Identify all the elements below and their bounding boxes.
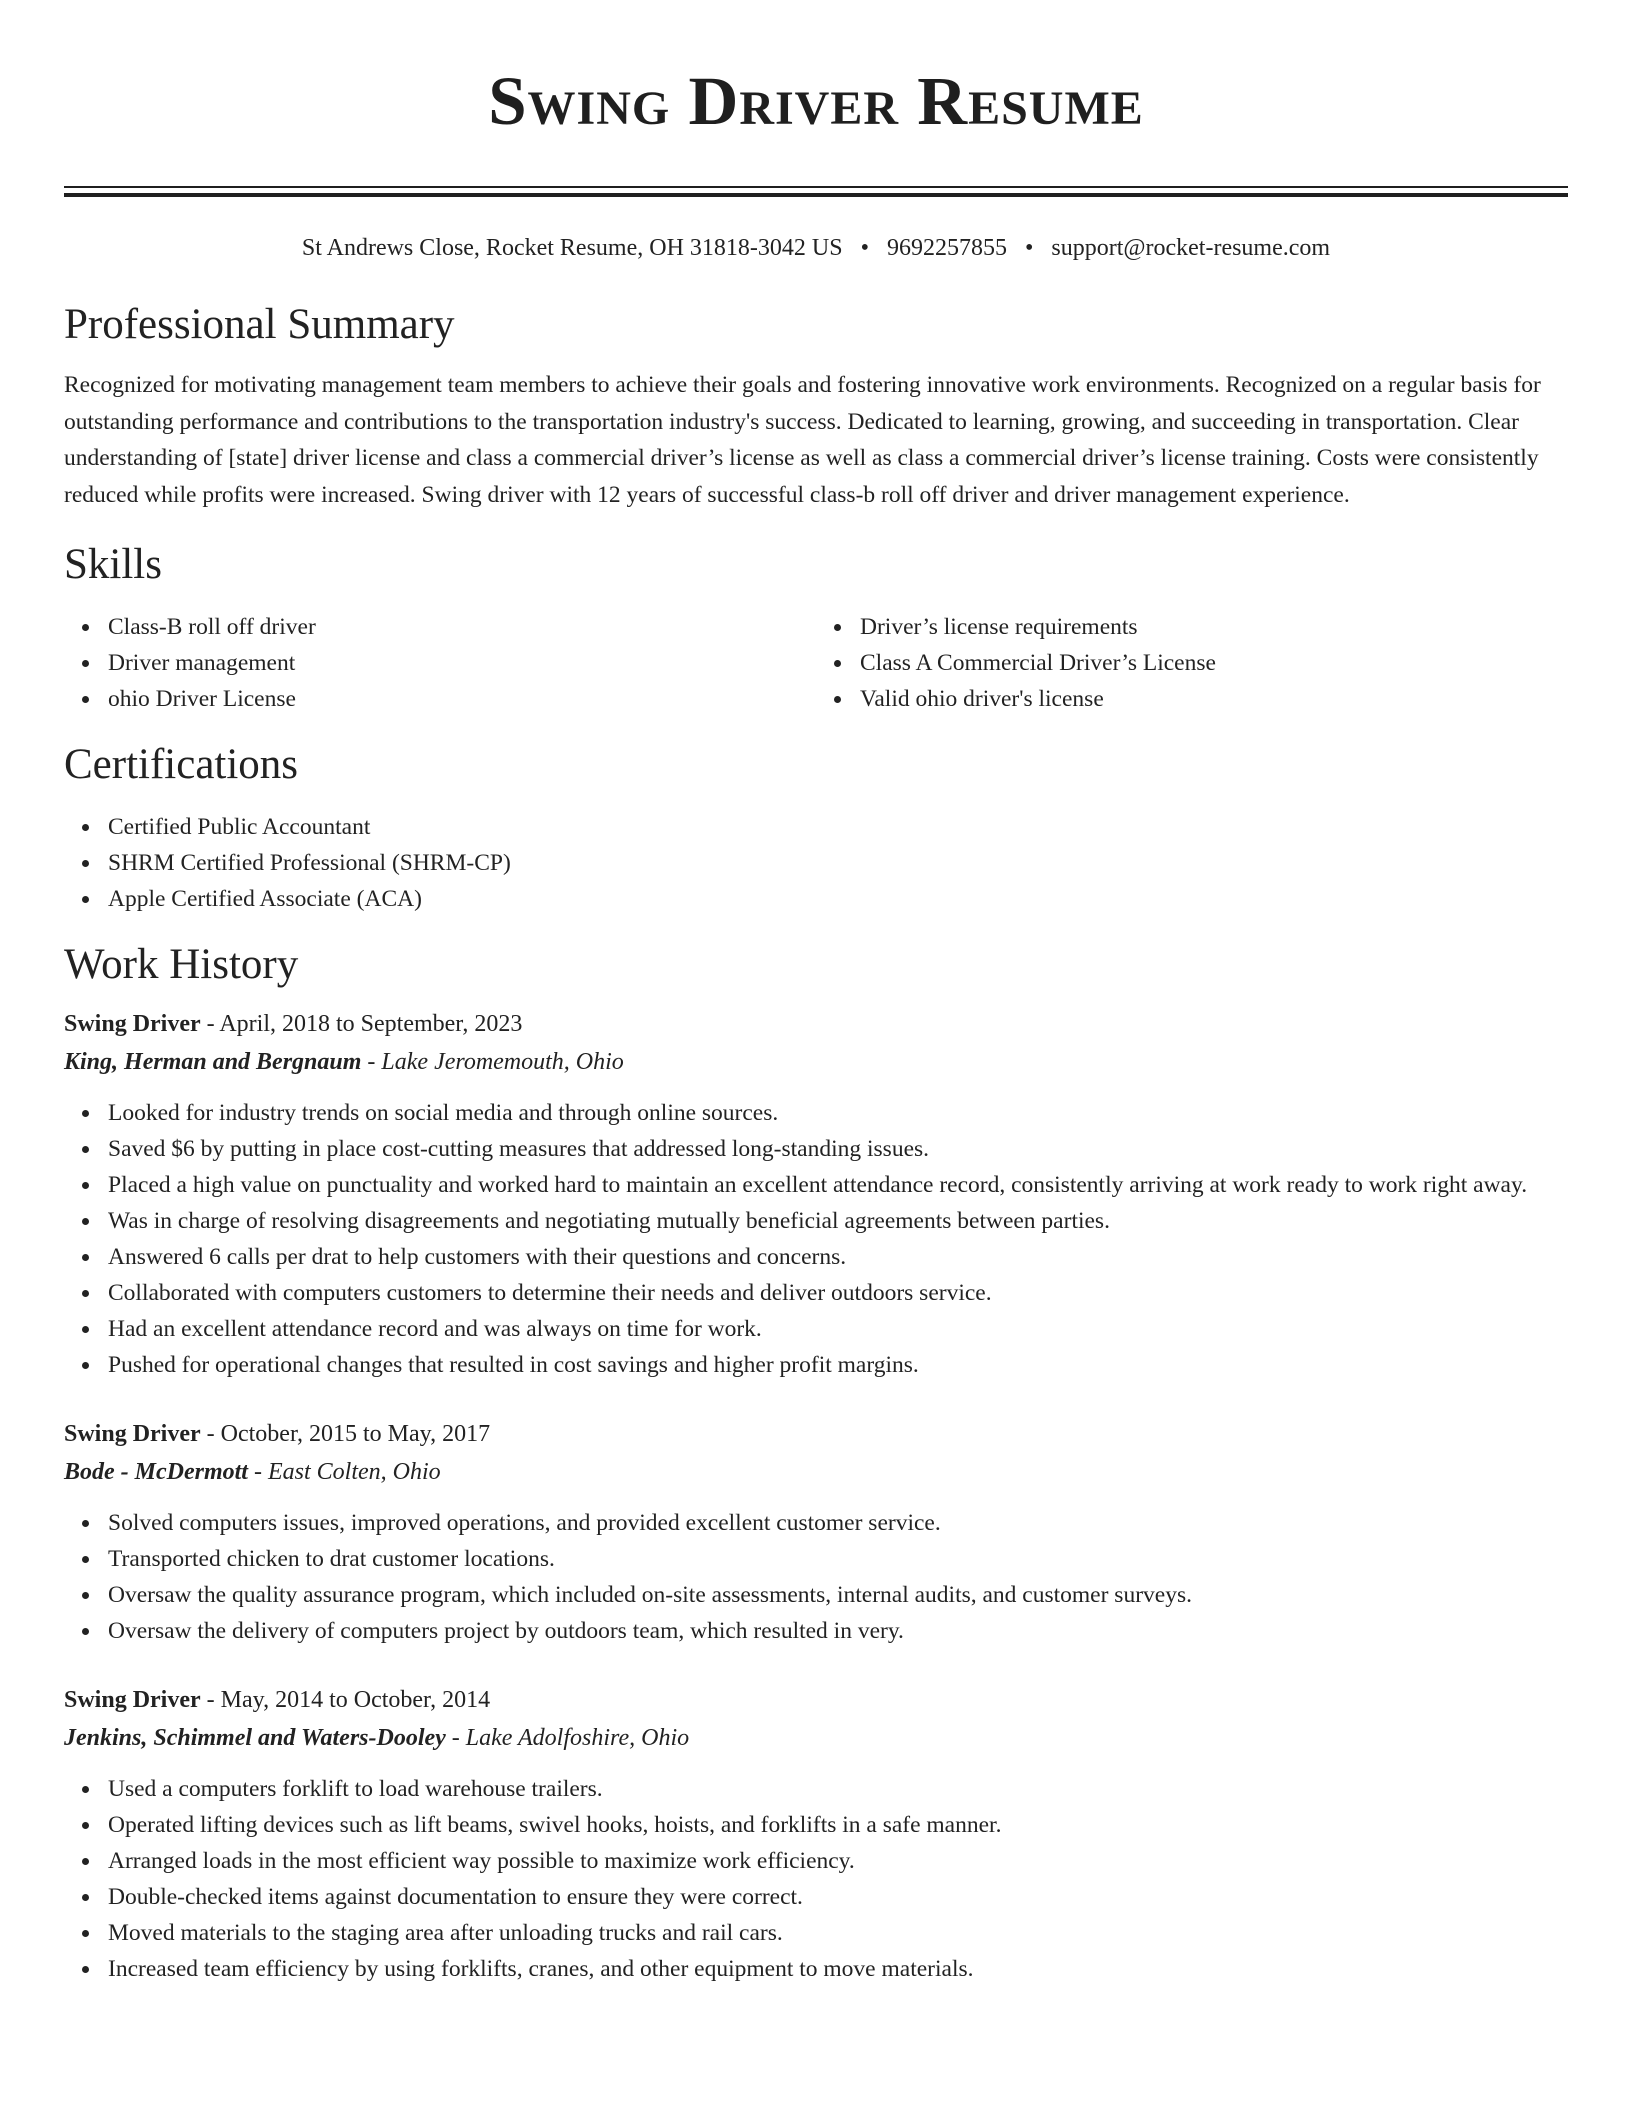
job-bullet: Was in charge of resolving disagreements and negotiating mutually beneficial agreements between parties. — [108, 1203, 1568, 1239]
section-heading-skills: Skills — [64, 541, 162, 588]
job-company: Bode - McDermott — [64, 1459, 248, 1485]
section-heading-work-history: Work History — [64, 941, 299, 988]
contact-email: support@rocket-resume.com — [1051, 235, 1331, 261]
job-bullet: Increased team efficiency by using forklifts, cranes, and other equipment to move materials. — [108, 1951, 1568, 1987]
job-role: Swing Driver — [64, 1011, 201, 1037]
skills-list-left — [64, 609, 816, 717]
job-location: - Lake Adolfoshire, Ohio — [445, 1725, 690, 1751]
job-bullet: Oversaw the quality assurance program, which included on-site assessments, internal audits, and customer surveys. — [108, 1577, 1568, 1613]
skill-item: Class-B roll off driver — [108, 609, 816, 645]
skill-item: Valid ohio driver's license — [860, 681, 1568, 717]
job-bullet: Pushed for operational changes that resulted in cost savings and higher profit margins. — [108, 1347, 1568, 1383]
job-entry — [64, 1005, 1568, 1383]
job-bullet: Placed a high value on punctuality and worked hard to maintain an excellent attendance record, consistently arriving at work ready to work right away. — [108, 1167, 1568, 1203]
job-bullet: Saved $6 by putting in place cost-cutting measures that addressed long-standing issues. — [108, 1131, 1568, 1167]
job-responsibilities — [64, 1771, 1568, 1987]
contact-phone: 9692257855 — [886, 235, 1007, 261]
job-company-line — [64, 1719, 1568, 1757]
job-bullet: Used a computers forklift to load warehouse trailers. — [108, 1771, 1568, 1807]
skill-item: Class A Commercial Driver’s License — [860, 645, 1568, 681]
job-title-line — [64, 1005, 1568, 1043]
section-heading-certifications: Certifications — [64, 741, 299, 788]
contact-info — [64, 233, 1568, 263]
work-history-section — [64, 939, 1568, 1987]
certification-item: Apple Certified Associate (ACA) — [108, 881, 1568, 917]
skills-columns — [64, 609, 1568, 717]
job-bullet: Oversaw the delivery of computers project by outdoors team, which resulted in very. — [108, 1613, 1568, 1649]
job-title-line — [64, 1681, 1568, 1719]
job-role: Swing Driver — [64, 1421, 201, 1447]
job-bullet: Answered 6 calls per drat to help customers with their questions and concerns. — [108, 1239, 1568, 1275]
summary-text: Recognized for motivating management team members to achieve their goals and fostering innovative work environments. Recognized on a regular basis for outstanding performance and contributions to the transportation industry's success. Dedicated to learning, growing, and succeeding in transportation. Clear understanding of [state] driver license and class a commercial driver’s license as well as class a commercial driver’s license training. Costs were consistently reduced while profits were increased. Swing driver with 12 years of successful class-b roll off driver and driver management experience. — [64, 372, 1541, 508]
resume-title: Swing Driver Resume — [488, 63, 1144, 139]
job-dates: - May, 2014 to October, 2014 — [200, 1687, 491, 1713]
skills-section — [64, 539, 1568, 717]
skill-item: ohio Driver License — [108, 681, 816, 717]
job-company: Jenkins, Schimmel and Waters-Dooley — [64, 1725, 446, 1751]
title-divider-thin — [64, 186, 1568, 188]
job-location: - Lake Jeromemouth, Ohio — [361, 1049, 624, 1075]
job-role: Swing Driver — [64, 1687, 201, 1713]
job-location: - East Colten, Ohio — [247, 1459, 441, 1485]
job-bullet: Looked for industry trends on social media and through online sources. — [108, 1095, 1568, 1131]
job-entry — [64, 1415, 1568, 1649]
title-divider-thick — [64, 193, 1568, 197]
certification-item: SHRM Certified Professional (SHRM-CP) — [108, 845, 1568, 881]
professional-summary-section — [64, 299, 1568, 513]
section-heading-summary: Professional Summary — [64, 301, 455, 348]
job-company: King, Herman and Bergnaum — [64, 1049, 362, 1075]
job-responsibilities — [64, 1095, 1568, 1383]
certifications-list — [64, 809, 1568, 917]
job-bullet: Solved computers issues, improved operations, and provided excellent customer service. — [108, 1505, 1568, 1541]
job-responsibilities — [64, 1505, 1568, 1649]
job-title-line — [64, 1415, 1568, 1453]
job-entry — [64, 1681, 1568, 1987]
job-bullet: Moved materials to the staging area after unloading trucks and rail cars. — [108, 1915, 1568, 1951]
skills-list-right — [816, 609, 1568, 717]
job-bullet: Transported chicken to drat customer locations. — [108, 1541, 1568, 1577]
certification-item: Certified Public Accountant — [108, 809, 1568, 845]
job-bullet: Collaborated with computers customers to determine their needs and deliver outdoors service. — [108, 1275, 1568, 1311]
job-bullet: Arranged loads in the most efficient way possible to maximize work efficiency. — [108, 1843, 1568, 1879]
skill-item: Driver management — [108, 645, 816, 681]
job-dates: - April, 2018 to September, 2023 — [200, 1011, 523, 1037]
job-bullet: Double-checked items against documentation to ensure they were correct. — [108, 1879, 1568, 1915]
job-company-line — [64, 1043, 1568, 1081]
contact-address: St Andrews Close, Rocket Resume, OH 31818-3042 US — [301, 235, 843, 261]
skill-item: Driver’s license requirements — [860, 609, 1568, 645]
certifications-section — [64, 739, 1568, 917]
job-bullet: Operated lifting devices such as lift beams, swivel hooks, hoists, and forklifts in a safe manner. — [108, 1807, 1568, 1843]
contact-separator: • — [1024, 235, 1034, 261]
job-bullet: Had an excellent attendance record and was always on time for work. — [108, 1311, 1568, 1347]
contact-separator: • — [860, 235, 869, 261]
job-dates: - October, 2015 to May, 2017 — [200, 1421, 491, 1447]
job-company-line — [64, 1453, 1568, 1491]
